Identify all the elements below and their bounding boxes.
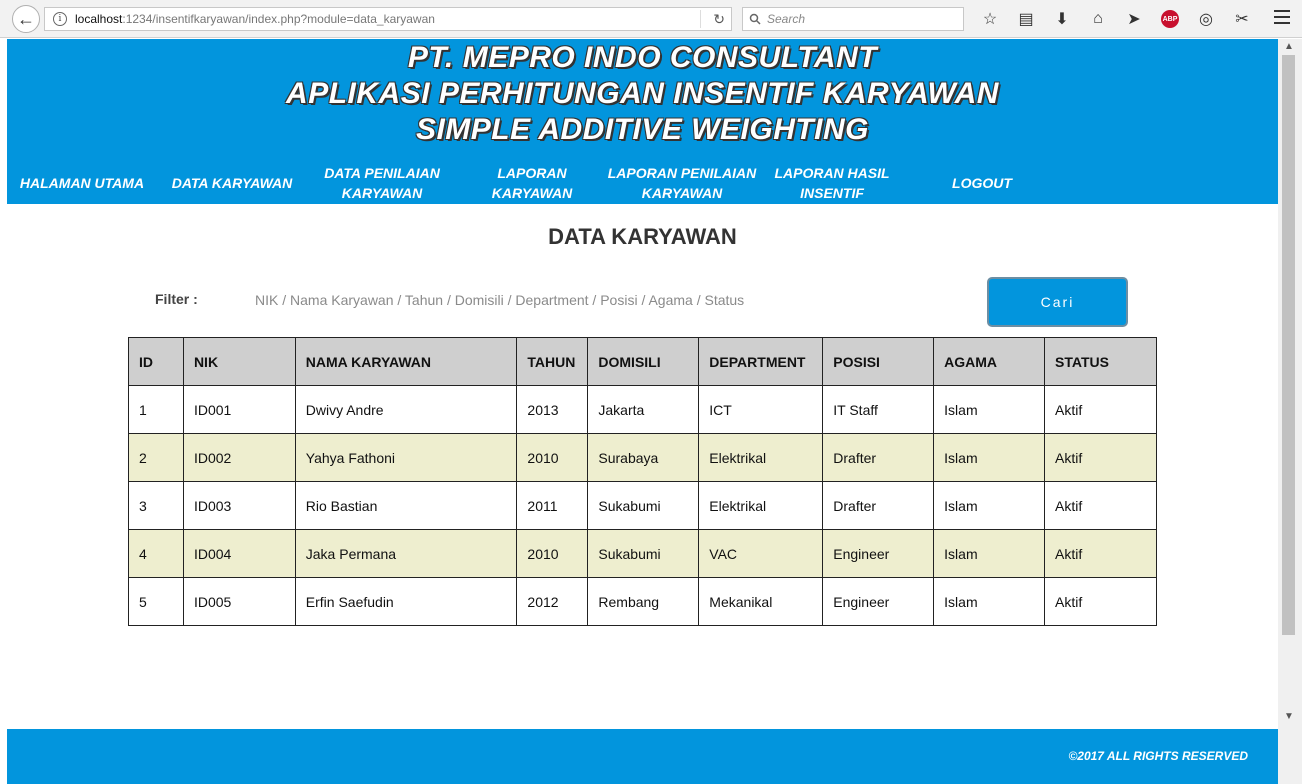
filter-input[interactable] [255,289,815,311]
home-icon[interactable]: ⌂ [1093,10,1103,27]
table-cell: VAC [699,530,823,578]
table-header-row [129,338,1157,386]
adblock-icon-wrap[interactable] [1152,8,1188,30]
search-button[interactable]: Cari [987,277,1128,327]
bookmark-star-icon[interactable]: ☆ [982,11,998,28]
table-cell: ID004 [183,530,295,578]
extension-icon[interactable]: ✂ [1235,11,1249,28]
table-cell: IT Staff [823,386,934,434]
column-header: ID [129,338,184,386]
column-header: POSISI [823,338,934,386]
column-header: DEPARTMENT [699,338,823,386]
table-cell: Drafter [823,434,934,482]
table-cell: Aktif [1045,530,1157,578]
table-cell: Elektrikal [699,434,823,482]
info-icon[interactable]: i [53,12,67,26]
table-cell: Dwivy Andre [295,386,517,434]
web-page [7,39,1278,784]
copyright-text: ©2017 ALL RIGHTS RESERVED [1068,749,1248,763]
table-cell: ID001 [183,386,295,434]
column-header: NIK [183,338,295,386]
employee-table [128,337,1157,626]
column-header: DOMISILI [588,338,699,386]
table-cell: Aktif [1045,386,1157,434]
table-cell: Aktif [1045,434,1157,482]
download-icon[interactable]: ⬇ [1055,11,1069,28]
table-cell: Sukabumi [588,530,699,578]
search-icon [749,13,761,25]
table-cell: ID005 [183,578,295,626]
table-cell: Engineer [823,530,934,578]
table-cell: Islam [934,482,1045,530]
table-cell: Elektrikal [699,482,823,530]
filter-label: Filter : [155,291,198,307]
table-cell: Erfin Saefudin [295,578,517,626]
table-cell: Islam [934,530,1045,578]
adblock-icon[interactable]: ABP [1161,10,1179,28]
table-cell: Sukabumi [588,482,699,530]
scroll-up-icon[interactable]: ▲ [1284,41,1294,52]
reload-icon[interactable]: ↻ [713,11,725,27]
page-scrollbar[interactable] [1278,39,1302,784]
nav-halaman-utama[interactable]: HALAMAN UTAMA [19,175,145,191]
reading-list-icon[interactable]: ▤ [1018,11,1034,28]
table-row [129,530,1157,578]
nav-logout[interactable]: LOGOUT [952,175,1012,191]
column-header: STATUS [1045,338,1157,386]
table-cell: Rio Bastian [295,482,517,530]
page-title: DATA KARYAWAN [548,224,737,249]
table-cell: ID002 [183,434,295,482]
table-cell: Islam [934,386,1045,434]
nav-laporan-karyawan[interactable]: LAPORAN KARYAWAN [491,165,573,201]
hamburger-menu-icon[interactable] [1274,10,1290,28]
scroll-down-icon[interactable]: ▼ [1284,711,1294,722]
address-bar[interactable] [44,7,732,31]
table-cell: 3 [129,482,184,530]
table-cell: 2 [129,434,184,482]
table-cell: 4 [129,530,184,578]
table-cell: Jakarta [588,386,699,434]
table-cell: Engineer [823,578,934,626]
table-cell: 2010 [517,434,588,482]
table-row [129,434,1157,482]
table-row [129,386,1157,434]
table-cell: 5 [129,578,184,626]
table-cell: Mekanikal [699,578,823,626]
table-cell: 2013 [517,386,588,434]
scroll-thumb[interactable] [1282,55,1295,635]
table-cell: Jaka Permana [295,530,517,578]
table-cell: Aktif [1045,482,1157,530]
browser-search-input[interactable] [742,7,964,31]
column-header: AGAMA [934,338,1045,386]
column-header: NAMA KARYAWAN [295,338,517,386]
nav-data-penilaian-karyawan[interactable]: DATA PENILAIAN KARYAWAN [324,165,440,201]
divider [700,10,701,28]
browser-toolbar [0,0,1302,38]
table-row [129,482,1157,530]
browser-search-placeholder: Search [767,12,806,26]
table-cell: ICT [699,386,823,434]
table-cell: 2012 [517,578,588,626]
nav-data-karyawan[interactable]: DATA KARYAWAN [171,175,293,191]
nav-laporan-penilaian-karyawan[interactable]: LAPORAN PENILAIAN KARYAWAN [607,165,757,201]
send-icon[interactable]: ➤ [1127,11,1141,28]
back-icon[interactable]: ← [12,5,40,33]
table-cell: Rembang [588,578,699,626]
browser-tool-icons [972,8,1260,30]
globe-icon[interactable]: ◎ [1199,11,1213,28]
table-cell: Islam [934,434,1045,482]
table-cell: Islam [934,578,1045,626]
method-title: SIMPLE ADDITIVE WEIGHTING [415,113,870,146]
table-cell: Aktif [1045,578,1157,626]
company-title: PT. MEPRO INDO CONSULTANT [407,41,878,74]
nav-laporan-hasil-insentif[interactable]: LAPORAN HASIL INSENTIF [774,165,890,201]
table-cell: Drafter [823,482,934,530]
column-header: TAHUN [517,338,588,386]
site-footer [7,729,1278,784]
table-cell: ID003 [183,482,295,530]
url-host: localhost [75,12,123,26]
app-title: APLIKASI PERHITUNGAN INSENTIF KARYAWAN [286,77,999,110]
url-path: :1234/insentifkaryawan/index.php?module=data_karyawan [122,12,435,26]
table-cell: 2010 [517,530,588,578]
table-row [129,578,1157,626]
table-cell: 1 [129,386,184,434]
table-cell: Yahya Fathoni [295,434,517,482]
table-cell: 2011 [517,482,588,530]
table-cell: Surabaya [588,434,699,482]
site-header [7,39,1278,204]
